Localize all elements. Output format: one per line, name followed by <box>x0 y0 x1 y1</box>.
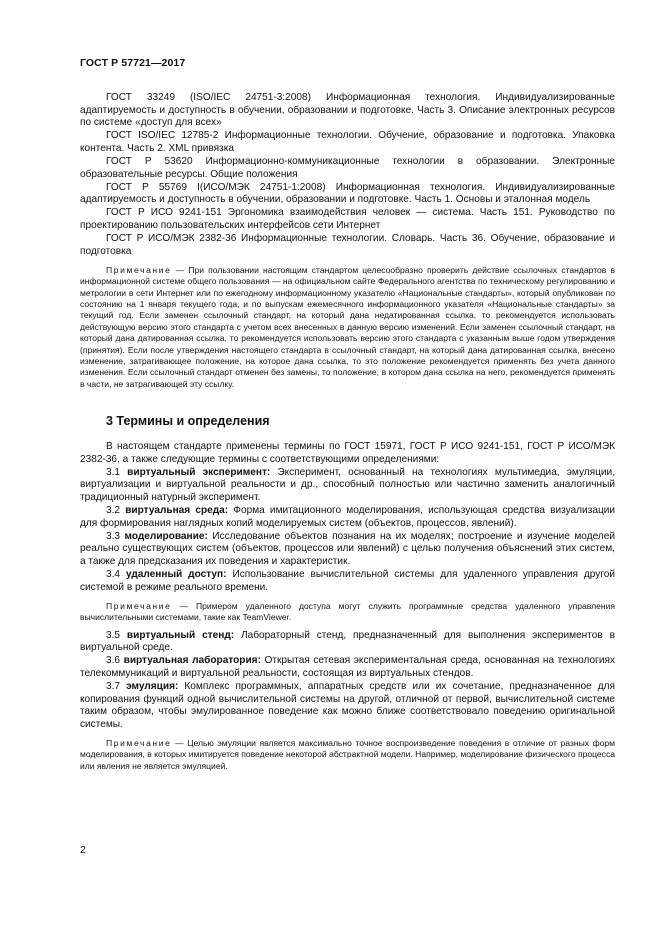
note-term-3-7 <box>80 738 615 772</box>
term-name: удаленный доступ: <box>125 569 227 581</box>
term-text: Использование вычислительной системы для удаленного управления другой системой в режиме реального времени. <box>80 569 616 593</box>
term-number: 3.6 <box>106 655 124 667</box>
document-header: ГОСТ Р 57721—2017 <box>80 57 186 69</box>
reference-item: ГОСТ Р ИСО 9241-151 Эргономика взаимодействия человек — система. Часть 151. Руководство по проектированию пользовательских интерфейсов сети Интернет <box>80 207 615 231</box>
term-text: Открытая сетевая экспериментальная среда, основанная на технологиях телекоммуникаций и виртуальной реальности, состоящая из виртуальных стендов. <box>80 655 616 679</box>
term-number: 3.5 <box>106 629 127 641</box>
term-text: Исследование объектов познания на их моделях; построение и изучение моделей реально существующих систем (объектов, процессов или явлений) с целью получения объяснений этих систем, а также для предсказания их поведения и характеристик. <box>80 530 615 568</box>
note-text: Примером удаленного доступа могут служить программные средства удаленного управления вычислительными системами, такие как TeamViewer. <box>80 600 616 623</box>
term-number: 3.4 <box>106 569 126 581</box>
term-definition <box>80 467 615 505</box>
note-label: Примечание <box>106 737 172 748</box>
note-text: При пользовании настоящим стандартом целесообразно проверить действие ссылочных стандартов в информационной системе общего пользования — на официальном сайте Федерального агентства по техническому регулированию и метрологии в сети Интернет или по ежегодному информационному указателю «Национальные стандарты», который опубликован по состоянию на 1 января текущего года, и по выпускам ежемесячного информационного указателя «Национальные стандарты» за текущий год. Если заменен ссылочный стандарт, на который дана недатированная ссылка, то рекомендуется использовать действующую версию этого стандарта с учетом всех внесенных в данную версию изменений. Если заменен ссылочный стандарт, на который дана датированная ссылка, то рекомендуется использовать версию этого стандарта с указанным выше годом утверждения (принятия). Если после утверждения настоящего стандарта в ссылочный стандарт, на который дана датированная ссылка, внесено изменение, затрагивающее положение, на которое дана ссылка, то это положение рекомендуется применять без учета данного изменения. Если ссылочный стандарт отменен без замены, то положение, в котором дана ссылка на него, рекомендуется применять в части, не затрагивающей эту ссылку. <box>80 264 616 389</box>
term-definition <box>80 681 615 731</box>
term-name: виртуальный стенд: <box>126 629 235 641</box>
term-name: виртуальный эксперимент: <box>127 466 271 478</box>
term-text: Форма имитационного моделирования, использующая средства визуализации для формирования наглядных копий моделируемых систем (объектов, процессов, явлений). <box>80 505 615 529</box>
term-definition <box>80 505 615 530</box>
note-text: Целью эмуляции является максимально точное воспроизведение поведения в отличие от разных форм моделирования, в которых имитируется поведение некоторой абстрактной модели. Например, моделирование физического процесса или явления не является эмуляцией. <box>80 737 616 771</box>
term-name: виртуальная среда: <box>125 505 229 517</box>
term-definition <box>80 531 615 569</box>
reference-item: ГОСТ 33249 (ISO/IEC 24751-3:2008) Информационная технология. Индивидуализированные адаптируемость и доступность в обучении, образовании и подготовке. Часть 3. Описание электронных ресурсов по системе «доступ для всех» <box>80 92 615 129</box>
term-definition <box>80 630 615 655</box>
term-name: эмуляция: <box>126 681 179 692</box>
term-number: 3.1 <box>106 466 128 478</box>
term-text: Комплекс программных, аппаратных средств или их сочетание, предназначенное для копирования функций одной вычислительной системы на другой, отличной от первой, вычислительной системе таким образом, чтобы эмулированное поведение как можно ближе соответствовало поведению оригинальной системы. <box>80 681 615 730</box>
term-definition <box>80 569 615 594</box>
term-name: моделирование: <box>124 530 208 542</box>
term-definition <box>80 655 615 680</box>
note-dash: — <box>171 600 196 611</box>
document-content <box>80 92 615 772</box>
term-text: Лабораторный стенд, предназначенный для выполнения экспериментов в виртуальной среде. <box>80 629 615 654</box>
term-number: 3.3 <box>106 530 125 542</box>
term-number: 3.2 <box>106 505 126 517</box>
note-dash: — <box>171 737 188 748</box>
term-text: Эксперимент, основанный на технологиях мультимедиа, эмуляции, виртуализации и виртуальной реальности и др., способный полностью или частично заменить аналогичный традиционный натурный эксперимент. <box>80 466 615 504</box>
reference-item: ГОСТ Р 53620 Информационно-коммуникационные технологии в образовании. Электронные образовательные ресурсы. Общие положения <box>80 155 615 180</box>
section-intro: В настоящем стандарте применены термины по ГОСТ 15971, ГОСТ Р ИСО 9241-151, ГОСТ Р ИСО/МЭК 2382-36, а также следующие термины с соответствующими определениями: <box>80 441 615 465</box>
normative-references-list <box>80 92 615 258</box>
note-references <box>80 265 615 390</box>
reference-item: ГОСТ ISO/IEC 12785-2 Информационные технологии. Обучение, образование и подготовка. Упаковка контента. Часть 2. XML привязка <box>80 130 615 154</box>
term-name: виртуальная лаборатория: <box>123 655 261 667</box>
note-label: Примечание <box>106 600 172 611</box>
reference-item: ГОСТ Р ИСО/МЭК 2382-36 Информационные технологии. Словарь. Часть 36. Обучение, образование и подготовка <box>80 233 615 257</box>
term-number: 3.7 <box>106 681 127 692</box>
note-term-3-4 <box>80 601 615 624</box>
section-heading: 3 Термины и определения <box>106 414 270 429</box>
note-label: Примечание <box>106 264 172 275</box>
page-number: 2 <box>80 844 86 856</box>
note-dash: — <box>171 264 189 275</box>
reference-item: ГОСТ Р 55769 I(ИСО/МЭК 24751-1:2008) Информационная технология. Индивидуализированные адаптируемость и доступность в обучении, образовании и подготовке. Часть 1. Основы и эталонная модель <box>80 181 615 206</box>
